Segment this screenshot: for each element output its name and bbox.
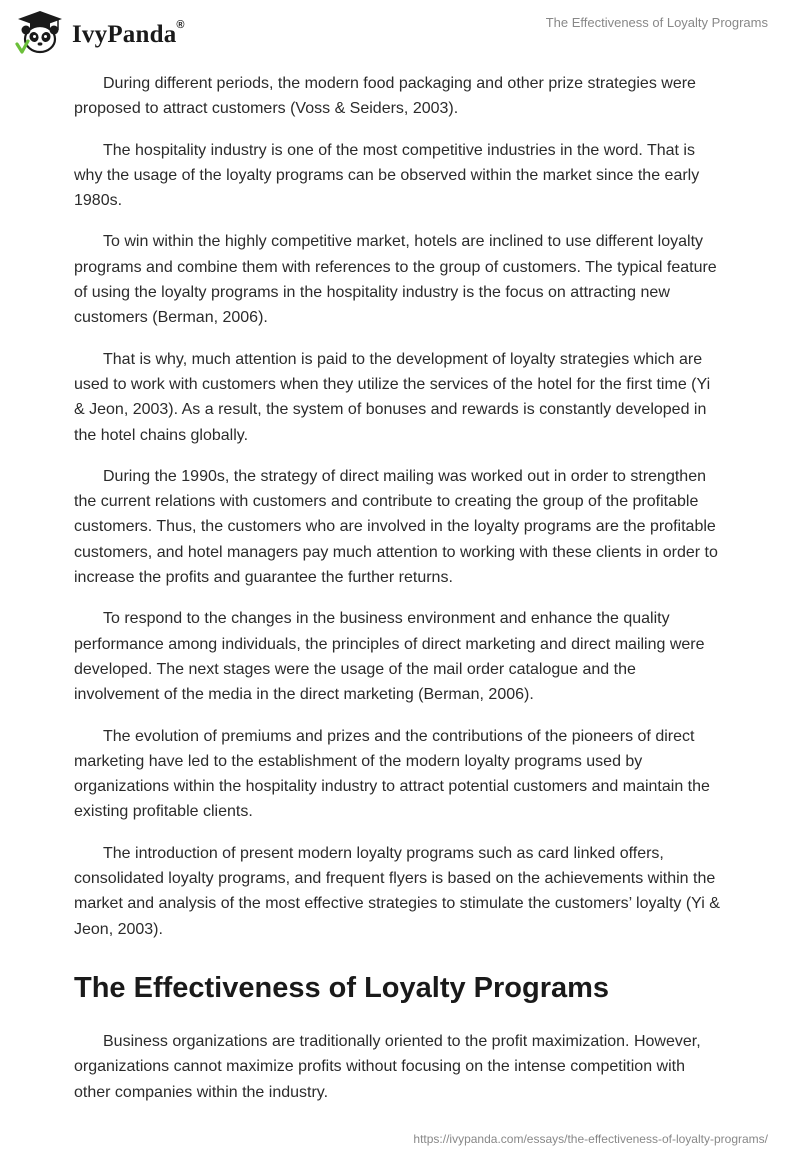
paragraph: During different periods, the modern food packaging and other prize strategies were proposed to attract customers (Voss & Seiders, 2003). <box>74 75 696 118</box>
section-heading: The Effectiveness of Loyalty Programs <box>74 971 610 1004</box>
page-header <box>0 0 800 60</box>
document-title: The Effectiveness of Loyalty Programs <box>545 15 768 30</box>
registered-mark: ® <box>176 19 185 31</box>
paragraph: That is why, much attention is paid to the development of loyalty strategies which are used to work with customers when they utilize the services of the hotel for the first time (Yi & Jeon, 2003). As a result, the system of bonuses and rewards is constantly developed in the hotel chains globally. <box>74 350 711 444</box>
essay-content <box>74 71 724 1121</box>
paragraph: During the 1990s, the strategy of direct mailing was worked out in order to strengthen the current relations with customers and contribute to creating the group of the profitable customers. Thus, the customers who are involved in the loyalty programs are the profitable customers, and hotel managers pay much attention to working with these clients in order to increase the profits and guarantee the further returns. <box>74 467 718 587</box>
paragraph: The hospitality industry is one of the most competitive industries in the word. That is why the usage of the loyalty programs can be observed within the market since the early 1980s. <box>74 141 700 210</box>
paragraph: The evolution of premiums and prizes and the contributions of the pioneers of direct marketing have led to the establishment of the modern loyalty programs used by organizations within the hospitality industry to attract potential customers and maintain the existing profitable clients. <box>74 727 710 821</box>
brand-name: IvyPanda® <box>72 19 185 48</box>
paragraph: The introduction of present modern loyalty programs such as card linked offers, consolidated loyalty programs, and frequent flyers is based on the achievements within the market and analysis of the most effective strategies to stimulate the customers’ loyalty (Yi & Jeon, 2003). <box>74 844 720 938</box>
source-url[interactable]: https://ivypanda.com/essays/the-effectiveness-of-loyalty-programs/ <box>413 1132 768 1146</box>
paragraph: Business organizations are traditionally oriented to the profit maximization. However, organizations cannot maximize profits without focusing on the intense competition with other companies within the industry. <box>74 1032 701 1101</box>
brand-logo[interactable] <box>14 8 185 58</box>
paragraph: To win within the highly competitive market, hotels are inclined to use different loyalty programs and combine them with references to the group of customers. The typical feature of using the loyalty programs in the hospitality industry is the focus on attracting new customers (Berman, 2006). <box>74 233 717 327</box>
panda-graduate-icon <box>14 8 66 58</box>
paragraph: To respond to the changes in the business environment and enhance the quality performance among individuals, the principles of direct marketing and direct mailing were developed. The next stages were the usage of the mail order catalogue and the involvement of the media in the direct marketing (Berman, 2006). <box>74 610 705 704</box>
